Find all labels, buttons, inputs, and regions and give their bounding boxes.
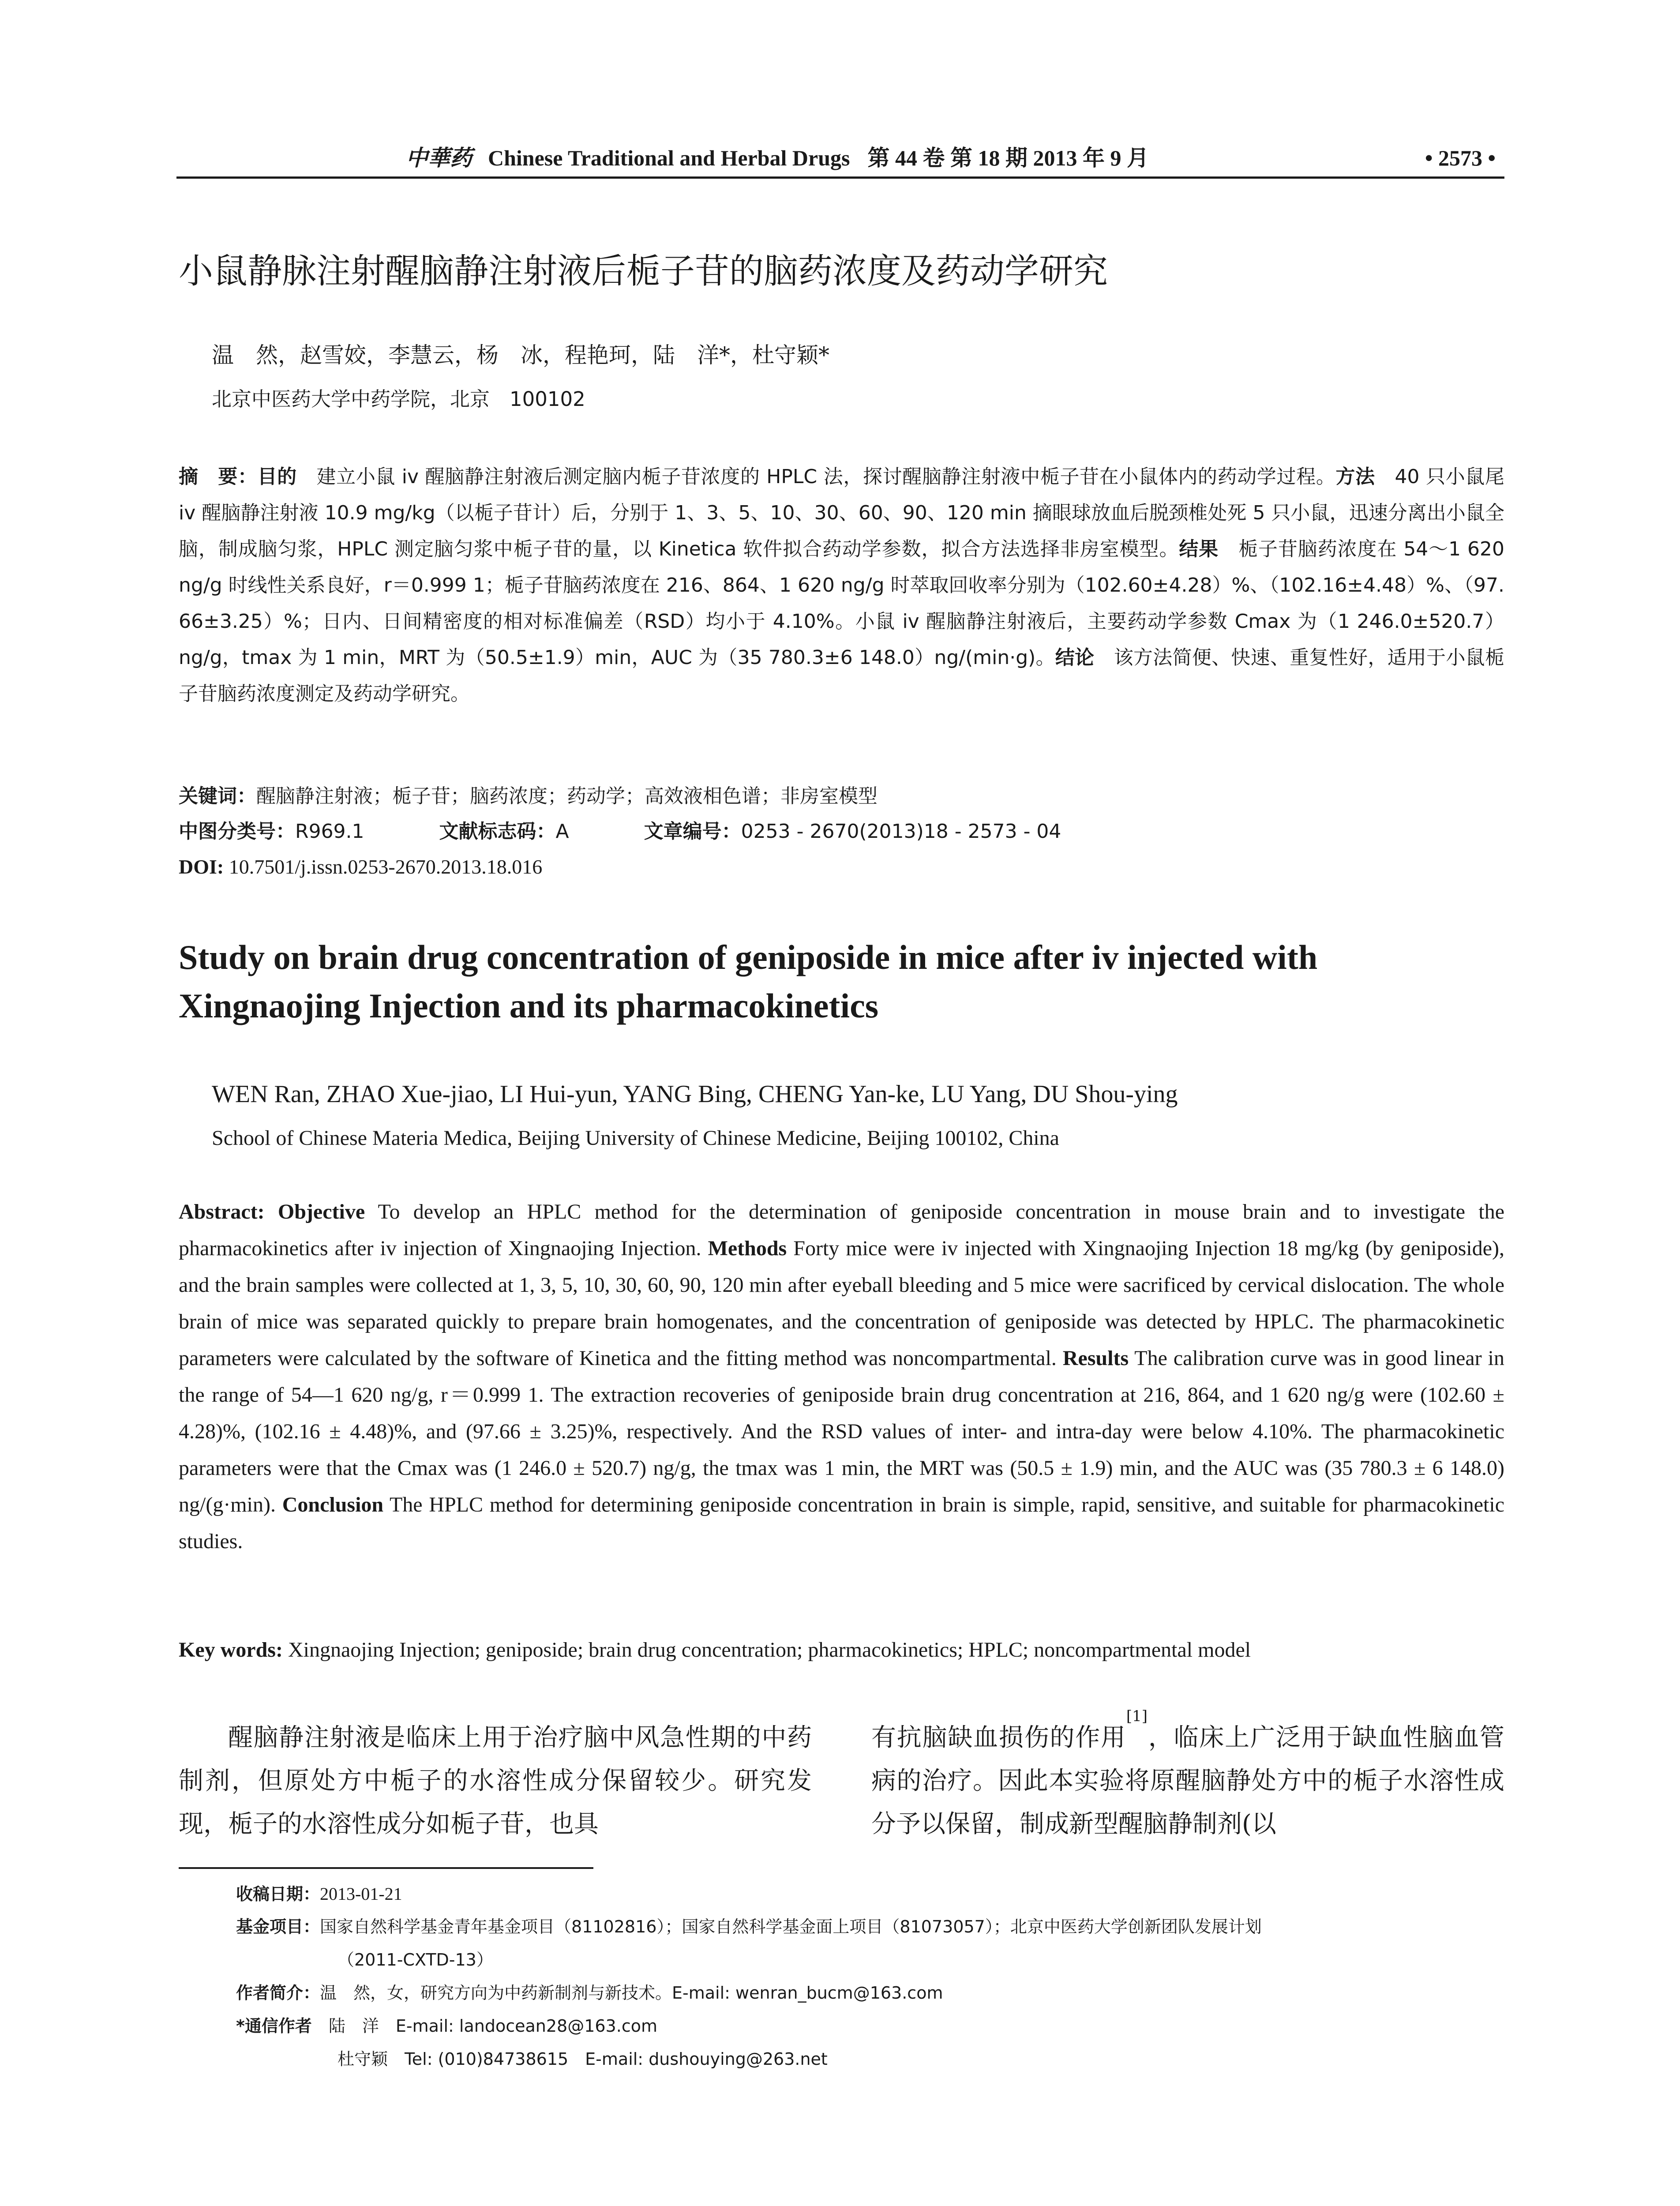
- reference-citation[interactable]: [1]: [1126, 1707, 1148, 1725]
- conclusion-text: 该方法简便、快速、重复性好，适用于小鼠栀子苷脑药浓度测定及药动学研究。: [179, 646, 1505, 705]
- author-bio-row: [236, 1977, 1498, 2010]
- title-cn: 小鼠静脉注射醒脑静注射液后栀子苷的脑药浓度及药动学研究: [179, 251, 1108, 291]
- affiliation-cn: 北京中医药大学中药学院，北京 100102: [212, 387, 585, 411]
- author-bio-label: 作者简介：: [236, 1983, 320, 2003]
- fund-label: 基金项目：: [236, 1917, 320, 1936]
- received-date: 2013-01-21: [320, 1884, 402, 1904]
- results-label: 结果: [1179, 538, 1219, 560]
- body-text-right-a: 有抗脑缺血损伤的作用: [871, 1723, 1126, 1752]
- conclusion-label: 结论: [1055, 646, 1095, 669]
- doi-label: DOI:: [179, 855, 224, 878]
- methods-text: 40 只小鼠尾 iv 醒脑静注射液 10.9 mg/kg（以栀子苷计）后，分别于 1、3、5、10、30、60、90、120 min 摘眼球放血后脱颈椎处死 5 只小鼠，迅速分离出小鼠全脑，制成脑匀浆，HPLC 测定脑匀浆中栀子苷的量，以 Kinetica 软件拟合药动学参数，拟合方法选择非房室模型。: [179, 465, 1505, 560]
- keywords-row-cn: [179, 779, 1504, 814]
- doc-code-label: 文献标志码：: [439, 820, 556, 843]
- metadata-cn: [179, 779, 1504, 885]
- objective-label: 目的: [257, 465, 297, 488]
- results-text: 栀子苷脑药浓度在 54～1 620 ng/g 时线性关系良好，r＝0.999 1；栀子苷脑药浓度在 216、864、1 620 ng/g 时萃取回收率分别为（102.60±4.28）%、（102.16±4.48）%、（97. 66±3.25）%；日内、日间精密度的相对标准偏差（RSD）均小于 4.10%。小鼠 iv 醒脑静注射液后，主要药动学参数 Cmax 为（1 246.0±520.7）ng/g，tmax 为 1 min，MRT 为（50.5±1.9）min，AUC 为（35 780.3±6 148.0）ng/(min·g)。: [179, 538, 1505, 669]
- received-date-row: [236, 1877, 1498, 1910]
- objective-text-en: To develop an HPLC method for the determination of geniposide concentration in mouse brain and to investigate the pharmacokinetics after iv injection of Xingnaojing Injection.: [179, 1200, 1504, 1260]
- abstract-label: 摘 要：: [179, 465, 258, 488]
- conclusion-label-en: Conclusion: [282, 1493, 384, 1516]
- keywords-label-en: Key words:: [179, 1638, 283, 1662]
- corresponding-author-2: 杜守颖 Tel: (010)84738615 E-mail: dushouying@263.net: [338, 2049, 828, 2069]
- methods-text-en: Forty mice were iv injected with Xingnaojing Injection 18 mg/kg (by geniposide), and the brain samples were collected at 1, 3, 5, 10, 30, 60, 90, 120 min after eyeball bleeding and 5 mice were sacrificed by cervical dislocation. The whole brain of mice was separated quickly to prepare brain homogenates, and the concentration of geniposide was detected by HPLC. The pharmacokinetic parameters were calculated by the software of Kinetica and the fitting method was noncompartmental.: [179, 1237, 1505, 1370]
- objective-text: 建立小鼠 iv 醒脑静注射液后测定脑内栀子苷浓度的 HPLC 法，探讨醒脑静注射液中栀子苷在小鼠体内的药动学过程。: [296, 465, 1336, 488]
- doi-link[interactable]: 10.7501/j.issn.0253-2670.2013.18.016: [229, 855, 543, 878]
- article-number-label: 文章编号：: [644, 820, 741, 843]
- keywords-en: Xingnaojing Injection; geniposide; brain drug concentration; pharmacokinetics; HPLC; noncompartmental model: [288, 1638, 1251, 1662]
- doi-row: [179, 849, 1504, 885]
- methods-label-en: Methods: [708, 1237, 787, 1260]
- affiliation-en: School of Chinese Materia Medica, Beijing University of Chinese Medicine, Beijing 100102, China: [212, 1126, 1059, 1150]
- page-number: • 2573 •: [1425, 146, 1496, 170]
- doc-code: A: [555, 820, 569, 843]
- footnotes: [236, 1877, 1498, 2076]
- footnote-rule: [179, 1867, 593, 1869]
- classification-row: [179, 814, 1504, 849]
- results-text-en: The calibration curve was in good linear in the range of 54—1 620 ng/g, r＝0.999 1. The extraction recoveries of geniposide brain drug concentration at 216, 864, and 1 620 ng/g were (102.60 ± 4.28)%, (102.16 ± 4.48)%, and (97.66 ± 3.25)%, respectively. And the RSD values of inter- and intra-day were below 4.10%. The pharmacokinetic parameters were that the Cmax was (1 246.0 ± 520.7) ng/g, the tmax was 1 min, the MRT was (50.5 ± 1.9) min, and the AUC was (35 780.3 ± 6 148.0) ng/(g·min).: [179, 1347, 1504, 1516]
- corresponding-author-row: [236, 2010, 1498, 2043]
- body-text-right-b: ，临床上广泛用于缺血性脑血管病的治疗。因此本实验将原醒脑静处方中的栀子水溶性成分予以保留，制成新型醒脑静制剂(以: [871, 1723, 1505, 1838]
- fund-row: [236, 1910, 1498, 1943]
- body-column-right: [871, 1707, 1505, 1846]
- body-column-left: 醒脑静注射液是临床上用于治疗脑中风急性期的中药制剂，但原处方中栀子的水溶性成分保留较少。研究发现，栀子的水溶性成分如栀子苷，也具: [179, 1723, 812, 1838]
- abstract-en: [179, 1193, 1504, 1560]
- issue-info: 第 44 卷 第 18 期 2013 年 9 月: [867, 146, 1149, 170]
- title-en: Study on brain drug concentration of geniposide in mice after iv injected with Xingnaojing Injection and its pharmacokinetics: [179, 938, 1318, 1025]
- author-bio: 温 然，女，研究方向为中药新制剂与新技术。E-mail: wenran_bucm@163.com: [320, 1983, 943, 2003]
- fund-text: 国家自然科学基金青年基金项目（81102816）；国家自然科学基金面上项目（81073057）；北京中医药大学创新团队发展计划: [320, 1917, 1262, 1936]
- journal-name-cn: 中華药: [406, 145, 472, 171]
- abstract-cn: [179, 459, 1504, 712]
- keywords-cn: 醒脑静注射液；栀子苷；脑药浓度；药动学；高效液相色谱；非房室模型: [256, 785, 878, 807]
- corresponding-author-1: 陆 洋 E-mail: landocean28@163.com: [328, 2016, 657, 2036]
- journal-info: [406, 140, 1149, 176]
- received-label: 收稿日期：: [236, 1884, 320, 1904]
- clc-label: 中图分类号：: [179, 820, 295, 843]
- results-label-en: Results: [1062, 1347, 1129, 1370]
- keywords-label-cn: 关键词：: [179, 785, 256, 807]
- objective-label-en: Objective: [278, 1200, 365, 1223]
- methods-label: 方法: [1335, 465, 1375, 488]
- corresponding-label: *通信作者: [236, 2016, 312, 2036]
- header-rule: [176, 176, 1504, 179]
- running-header: [176, 140, 1504, 176]
- keywords-row-en: [179, 1632, 1504, 1668]
- clc-code: R969.1: [295, 820, 364, 843]
- fund-continuation: （2011-CXTD-13）: [338, 1950, 493, 1970]
- article-number: 0253 - 2670(2013)18 - 2573 - 04: [741, 820, 1061, 843]
- authors-cn: 温 然，赵雪姣，李慧云，杨 冰，程艳珂，陆 洋*，杜守颖*: [212, 342, 829, 368]
- conclusion-text-en: The HPLC method for determining geniposide concentration in brain is simple, rapid, sensitive, and suitable for pharmacokinetic studies.: [179, 1493, 1505, 1553]
- abstract-label-en: Abstract:: [179, 1200, 265, 1223]
- journal-name-en: Chinese Traditional and Herbal Drugs: [488, 146, 850, 170]
- authors-en: WEN Ran, ZHAO Xue-jiao, LI Hui-yun, YANG Bing, CHENG Yan-ke, LU Yang, DU Shou-ying: [212, 1080, 1178, 1108]
